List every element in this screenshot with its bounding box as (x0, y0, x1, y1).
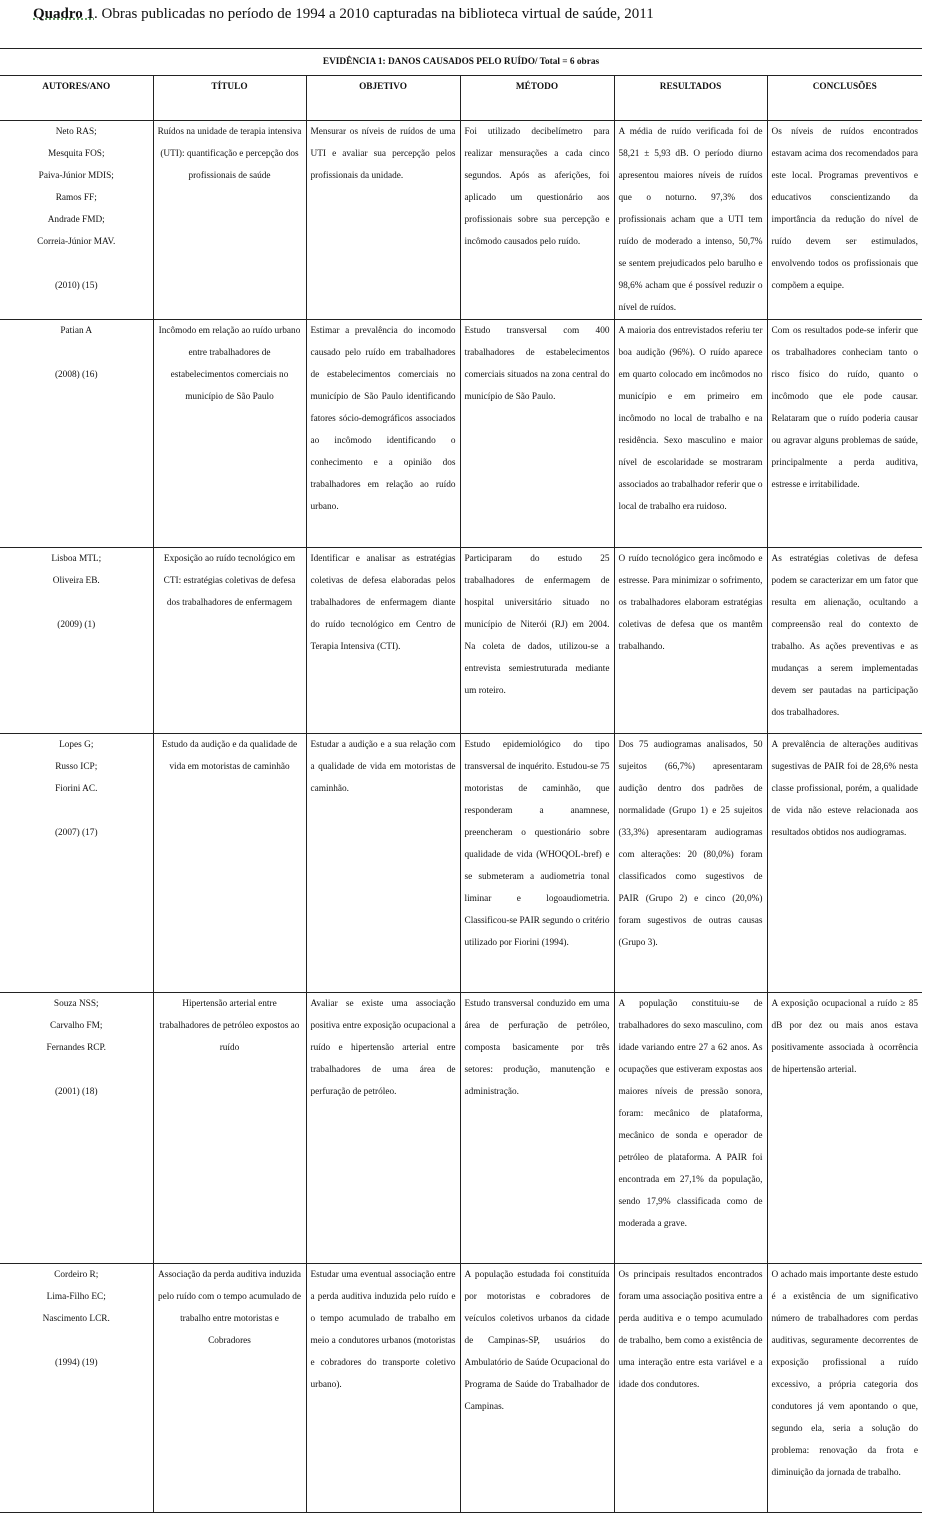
objective-cell: Estimar a prevalência do incomodo causado pelo ruído em trabalhadores de estabelecimentos comerciais no município de São Paulo identificando fatores sócio-demográficos associados ao incômodo identificando o conhecimento e a opinião dos trabalhadores em relação ao ruído urbano. (306, 320, 460, 548)
evidence-title: EVIDÊNCIA 1: DANOS CAUSADOS PELO RUÍDO/ Total = 6 obras (0, 49, 922, 76)
author-name: Neto RAS; (55, 127, 97, 137)
publication-year: (2008) (16) (54, 370, 98, 380)
authors-cell (0, 1264, 153, 1513)
authors-cell (0, 320, 153, 548)
author-name: Andrade FMD; (47, 215, 105, 225)
conclusions-cell: O achado mais importante deste estudo é a existência de um significativo número de trabalhadores com perdas auditivas, seguramente decorrentes de exposição profissional a ruído excessivo, a própria categoria dos condutores já vem apontando o que, segundo ela, seria a solução do problema: renovação da frota e diminuição da jornada de trabalho. (767, 1264, 922, 1513)
authors-cell (0, 548, 153, 734)
author-name: Cordeiro R; (54, 1270, 99, 1280)
header-objective: OBJETIVO (306, 76, 460, 121)
conclusions-cell: As estratégias coletivas de defesa podem se caracterizar em um fator que resulta em alienação, ocultando a compreensão real do contexto de trabalho. As ações preventivas e as mudanças a serem implementadas devem ser pautadas na participação dos trabalhadores. (767, 548, 922, 734)
header-results: RESULTADOS (614, 76, 767, 121)
conclusions-cell: A exposição ocupacional a ruído ≥ 85 dB por dez ou mais anos estava positivamente associada à ocorrência de hipertensão arterial. (767, 993, 922, 1264)
conclusions-cell: A prevalência de alterações auditivas sugestivas de PAIR foi de 28,6% nesta classe profissional, porém, a qualidade de vida não esteve relacionada aos resultados obtidos nos audiogramas. (767, 734, 922, 993)
title-cell: Incômodo em relação ao ruído urbano entre trabalhadores de estabelecimentos comerciais no município de São Paulo (153, 320, 306, 548)
caption-label: Quadro 1 (33, 6, 94, 22)
conclusions-cell: Com os resultados pode-se inferir que os trabalhadores conheciam tanto o risco físico do ruído, quanto o incômodo que ele pode causar. Relataram que o ruído poderia causar ou agravar alguns problemas de saúde, principalmente a perda auditiva, estresse e irritabilidade. (767, 320, 922, 548)
table-row (0, 548, 922, 734)
method-cell: Estudo transversal conduzido em uma área de perfuração de petróleo, composta basicamente por três setores: produção, manutenção e administração. (460, 993, 614, 1264)
author-name: Souza NSS; (53, 999, 99, 1009)
caption-text: . Obras publicadas no período de 1994 a 2010 capturadas na biblioteca virtual de saúde, 2011 (94, 6, 654, 22)
objective-cell: Estudar a audição e a sua relação com a qualidade de vida em motoristas de caminhão. (306, 734, 460, 993)
header-conclusions: CONCLUSÕES (767, 76, 922, 121)
results-cell: A população constituiu-se de trabalhadores do sexo masculino, com idade variando entre 27 a 62 anos. As ocupações que estiveram expostas aos maiores níveis de pressão sonora, foram: mecânico de plataforma, mecânico de sonda e operador de petróleo de plataforma. A PAIR foi encontrada em 27,1% da população, sendo 17,9% classificada como de moderada a grave. (614, 993, 767, 1264)
header-row (0, 76, 922, 121)
author-name: Carvalho FM; (50, 1021, 103, 1031)
title-cell: Ruídos na unidade de terapia intensiva (UTI): quantificação e percepção dos profissionais de saúde (153, 121, 306, 320)
table-row (0, 734, 922, 993)
authors-cell (0, 121, 153, 320)
author-name: Lisboa MTL; (51, 554, 102, 564)
authors-cell (0, 734, 153, 993)
author-name: Mesquita FOS; (47, 149, 105, 159)
results-cell: A média de ruído verificada foi de 58,21 ± 5,93 dB. O período diurno apresentou maiores níveis de ruídos que o noturno. 97,3% dos profissionais acham que a UTI tem ruído de moderado a intenso, 50,7% se sentem prejudicados pelo barulho e 98,6% acham que é possível reduzir o nível de ruídos. (614, 121, 767, 320)
title-cell: Estudo da audição e da qualidade de vida em motoristas de caminhão (153, 734, 306, 993)
results-cell: A maioria dos entrevistados referiu ter boa audição (96%). O ruído aparece em quarto colocado em incômodos no município e em primeiro em incômodo no local de trabalho e na residência. Sexo masculino e maior nível de escolaridade se mostraram associados ao trabalhador referir que o local de trabalho era ruidoso. (614, 320, 767, 548)
results-cell: Os principais resultados encontrados foram uma associação positiva entre a perda auditiva e o tempo acumulado de trabalho, bem como a existência de uma interação entre esta variável e a idade dos condutores. (614, 1264, 767, 1513)
publication-year: (1994) (19) (54, 1358, 98, 1368)
header-method: MÉTODO (460, 76, 614, 121)
table-row (0, 993, 922, 1264)
author-name: Russo ICP; (55, 762, 98, 772)
objective-cell: Mensurar os níveis de ruídos de uma UTI e avaliar sua percepção pelos profissionais da unidade. (306, 121, 460, 320)
header-title: TÍTULO (153, 76, 306, 121)
authors-cell (0, 993, 153, 1264)
results-cell: Dos 75 audiogramas analisados, 50 sujeitos (66,7%) apresentaram audição dentro dos padrões de normalidade (Grupo 1) e 25 sujeitos (33,3%) apresentaram audiogramas com alterações: 20 (80,0%) foram classificados como sugestivos de PAIR (Grupo 2) e cinco (20,0%) foram sugestivos de outras causas (Grupo 3). (614, 734, 767, 993)
author-name: Nascimento LCR. (42, 1314, 110, 1324)
title-cell: Exposição ao ruído tecnológico em CTI: estratégias coletivas de defesa dos trabalhadores de enfermagem (153, 548, 306, 734)
header-authors: AUTORES/ANO (0, 76, 153, 121)
author-name: Fernandes RCP. (46, 1043, 106, 1053)
author-name: Patian A (60, 326, 93, 336)
title-cell: Hipertensão arterial entre trabalhadores de petróleo expostos ao ruído (153, 993, 306, 1264)
objective-cell: Identificar e analisar as estratégias coletivas de defesa elaboradas pelos trabalhadores de enfermagem diante do ruído tecnológico em Centro de Terapia Intensiva (CTI). (306, 548, 460, 734)
method-cell: Estudo transversal com 400 trabalhadores de estabelecimentos comerciais situados na zona central do município de São Paulo. (460, 320, 614, 548)
author-name: Correia-Júnior MAV. (37, 237, 116, 247)
objective-cell: Avaliar se existe uma associação positiva entre exposição ocupacional a ruído e hipertensão arterial entre trabalhadores de uma área de perfuração de petróleo. (306, 993, 460, 1264)
evidence-table (0, 48, 922, 1513)
objective-cell: Estudar uma eventual associação entre a perda auditiva induzida pelo ruído e o tempo acumulado de trabalho em meio a condutores urbanos (motoristas e cobradores do transporte coletivo urbano). (306, 1264, 460, 1513)
author-name: Lopes G; (59, 740, 94, 750)
table-row (0, 121, 922, 320)
author-name: Lima-Filho EC; (46, 1292, 106, 1302)
table-row (0, 320, 922, 548)
conclusions-cell: Os níveis de ruídos encontrados estavam acima dos recomendados para este local. Programas preventivos e educativos conscientizando da importância da redução do nível de ruído devem ser estimulados, envolvendo todos os profissionais que compõem a equipe. (767, 121, 922, 320)
results-cell: O ruído tecnológico gera incômodo e estresse. Para minimizar o sofrimento, os trabalhadores elaboram estratégias coletivas de defesa que os mantêm trabalhando. (614, 548, 767, 734)
method-cell: Foi utilizado decibelímetro para realizar mensurações a cada cinco segundos. Após as aferições, foi aplicado um questionário aos profissionais sobre sua percepção e incômodo causados pelo ruído. (460, 121, 614, 320)
publication-year: (2010) (15) (54, 281, 98, 291)
author-name: Paiva-Júnior MDIS; (38, 171, 114, 181)
publication-year: (2001) (18) (54, 1087, 98, 1097)
method-cell: Participaram do estudo 25 trabalhadores de enfermagem de hospital universitário situado no município de Niterói (RJ) em 2004. Na coleta de dados, utilizou-se a entrevista semiestruturada mediante um roteiro. (460, 548, 614, 734)
table-body (0, 121, 922, 1513)
table-row (0, 1264, 922, 1513)
author-name: Ramos FF; (55, 193, 97, 203)
title-cell: Associação da perda auditiva induzida pelo ruído com o tempo acumulado de trabalho entre motoristas e Cobradores (153, 1264, 306, 1513)
publication-year: (2009) (1) (57, 620, 96, 630)
author-name: Oliveira EB. (52, 576, 100, 586)
author-name: Fiorini AC. (55, 784, 98, 794)
table-caption (33, 4, 913, 24)
method-cell: A população estudada foi constituída por motoristas e cobradores de veículos coletivos urbanos da cidade de Campinas-SP, usuários do Ambulatório de Saúde Ocupacional do Programa de Saúde do Trabalhador de Campinas. (460, 1264, 614, 1513)
method-cell: Estudo epidemiológico do tipo transversal de inquérito. Estudou-se 75 motoristas de caminhão, que responderam a anamnese, preencheram o questionário sobre qualidade de vida (WHOQOL-bref) e se submeteram a audiometria tonal liminar e logoaudiometria. Classificou-se PAIR segundo o critério utilizado por Fiorini (1994). (460, 734, 614, 993)
publication-year: (2007) (17) (54, 828, 98, 838)
